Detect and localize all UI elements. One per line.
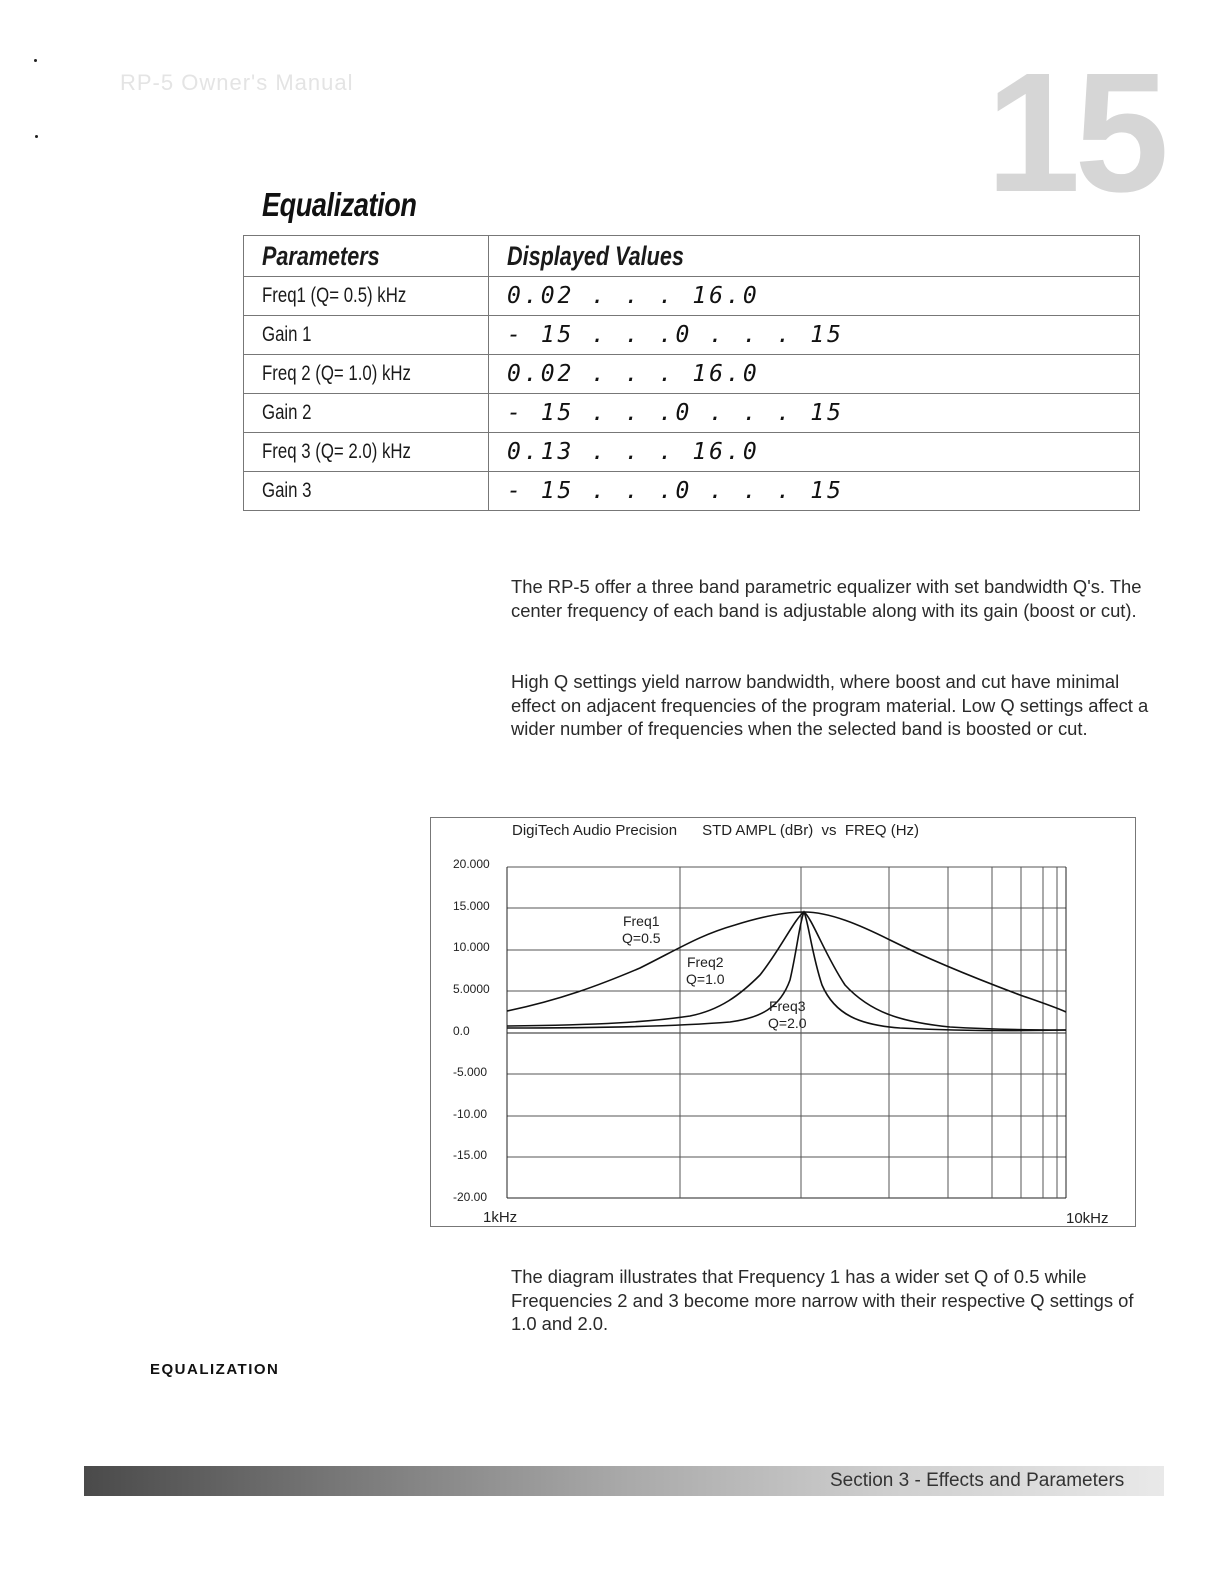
section-title: Equalization bbox=[262, 186, 417, 223]
y-tick-label: 15.000 bbox=[453, 899, 490, 913]
y-tick-label: 0.0 bbox=[453, 1024, 470, 1038]
y-tick-label: 20.000 bbox=[453, 857, 490, 871]
x-tick-label-10khz: 10kHz bbox=[1066, 1210, 1109, 1227]
parameter-cell: Gain 1 bbox=[244, 316, 489, 355]
displayed-value-cell: - 15 . . .0 . . . 15 bbox=[489, 394, 1140, 433]
footer-section-text: Section 3 - Effects and Parameters bbox=[830, 1470, 1125, 1491]
displayed-value-cell: - 15 . . .0 . . . 15 bbox=[489, 316, 1140, 355]
chart-title: DigiTech Audio Precision STD AMPL (dBr) vs FREQ (Hz) bbox=[512, 822, 920, 839]
x-tick-label-1khz: 1kHz bbox=[483, 1209, 518, 1226]
displayed-value-cell: - 15 . . .0 . . . 15 bbox=[489, 472, 1140, 511]
displayed-value-cell: 0.13 . . . 16.0 bbox=[489, 433, 1140, 472]
curve-freq1 bbox=[507, 912, 1066, 1012]
curve-label-freq2: Freq2 Q=1.0 bbox=[686, 954, 725, 987]
running-head: RP-5 Owner's Manual bbox=[120, 70, 354, 95]
parameter-cell: Gain 3 bbox=[244, 472, 489, 511]
sidebar-section-label: EQUALIZATION bbox=[150, 1361, 280, 1378]
chapter-number: 15 bbox=[986, 38, 1164, 228]
y-tick-label: -15.00 bbox=[453, 1148, 488, 1162]
column-header-displayed-values: Displayed Values bbox=[489, 236, 1140, 277]
y-tick-label: 5.0000 bbox=[453, 982, 490, 996]
paragraph-q-explanation: High Q settings yield narrow bandwidth, where boost and cut have minimal effect on adjacent frequencies of the program material. Low Q settings affect a wider number of frequencies when the selected band is boosted or cut. bbox=[511, 671, 1149, 739]
grid-lines bbox=[507, 867, 1066, 1198]
parameter-cell: Freq1 (Q= 0.5) kHz bbox=[244, 277, 489, 316]
y-tick-label: -10.00 bbox=[453, 1107, 488, 1121]
parameter-cell: Freq 3 (Q= 2.0) kHz bbox=[244, 433, 489, 472]
y-tick-label: -20.00 bbox=[453, 1190, 488, 1204]
parameter-cell: Freq 2 (Q= 1.0) kHz bbox=[244, 355, 489, 394]
paragraph-diagram-caption: The diagram illustrates that Frequency 1 has a wider set Q of 0.5 while Frequencies 2 and 3 become more narrow with their respective Q settings of 1.0 and 2.0. bbox=[511, 1266, 1134, 1334]
displayed-value-cell: 0.02 . . . 16.0 bbox=[489, 355, 1140, 394]
y-tick-label: 10.000 bbox=[453, 940, 490, 954]
column-header-parameters: Parameters bbox=[244, 236, 489, 277]
parameter-cell: Gain 2 bbox=[244, 394, 489, 433]
y-tick-label: -5.000 bbox=[453, 1065, 488, 1079]
curve-label-freq3: Freq3 Q=2.0 bbox=[768, 998, 807, 1031]
displayed-value-cell: 0.02 . . . 16.0 bbox=[489, 277, 1140, 316]
curve-label-freq1: Freq1 Q=0.5 bbox=[622, 913, 661, 946]
paragraph-intro: The RP-5 offer a three band parametric equalizer with set bandwidth Q's. The center frequency of each band is adjustable along with its gain (boost or cut). bbox=[511, 576, 1142, 621]
